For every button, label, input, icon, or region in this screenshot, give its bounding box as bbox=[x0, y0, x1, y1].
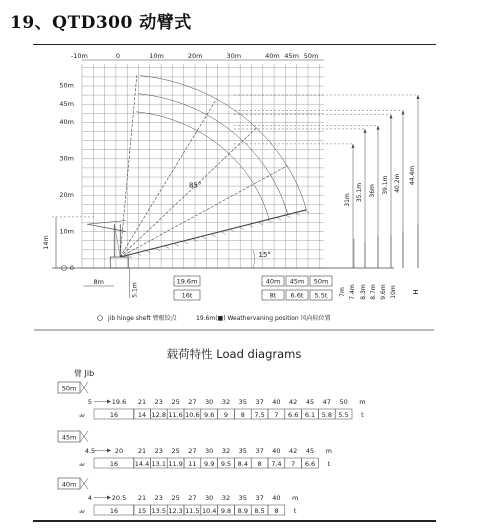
legend-hinge-icon bbox=[98, 316, 103, 321]
radius-value: 37 bbox=[255, 494, 264, 502]
radius-box-label: 50m bbox=[313, 277, 329, 286]
height-label: 40m bbox=[59, 118, 74, 126]
radius-box-label: 19.6m bbox=[176, 277, 198, 286]
radius-value: 47 bbox=[322, 398, 331, 406]
hook-dim-arrow bbox=[377, 126, 380, 130]
radius-value: 27 bbox=[188, 447, 197, 455]
load-value: 8.4 bbox=[237, 460, 248, 468]
radius-value: 25 bbox=[171, 494, 180, 502]
load-value: 8.9 bbox=[237, 507, 248, 515]
hook-dim-arrow bbox=[402, 110, 405, 114]
jib-lattice bbox=[221, 232, 226, 235]
hook-icon: ሀሀ bbox=[79, 462, 85, 468]
page-title: 19、QTD300 动臂式 bbox=[10, 13, 192, 33]
load-value: 9.9 bbox=[204, 460, 215, 468]
jib-tag-label: 40m bbox=[61, 480, 77, 489]
hinge-offset-label: 8m bbox=[93, 278, 104, 286]
load-box-label: 16t bbox=[181, 291, 193, 300]
hook-height-label: 35.1m bbox=[356, 182, 363, 203]
radius-value: 40 bbox=[272, 494, 281, 502]
jib-lattice bbox=[202, 236, 207, 239]
hook-dim-arrow bbox=[352, 144, 355, 148]
range-label: 30m bbox=[226, 52, 242, 60]
radius-value: 32 bbox=[221, 494, 231, 502]
load-value: 6.6 bbox=[288, 411, 299, 419]
height-label: 30m bbox=[59, 154, 74, 163]
load-value: 14 bbox=[137, 411, 147, 419]
hook-height-label: 40.2m bbox=[394, 173, 401, 193]
hook-dim-arrow bbox=[417, 95, 420, 99]
unit-t: t bbox=[327, 460, 331, 468]
load-value: 7.4 bbox=[271, 460, 282, 468]
unit-m: m bbox=[359, 398, 366, 406]
hook-icon: ሀሀ bbox=[79, 509, 85, 515]
jib-length-label: 9.6m bbox=[380, 284, 387, 300]
load-value: 9.5 bbox=[220, 460, 232, 468]
hook-height-label: 31m bbox=[344, 193, 351, 207]
load-value: 5.8 bbox=[321, 411, 332, 419]
radius-start: 4 bbox=[87, 494, 93, 502]
load-value: 8 bbox=[257, 460, 262, 468]
load-value: 7 bbox=[274, 411, 279, 419]
jib-lattice bbox=[249, 224, 254, 227]
radius-value: 35 bbox=[238, 398, 247, 406]
radius-value: 50 bbox=[339, 398, 348, 406]
range-label: 20m bbox=[187, 52, 203, 60]
radius-value: 23 bbox=[154, 447, 163, 455]
radius-value: 23 bbox=[154, 494, 163, 502]
angle-label-85: 85° bbox=[188, 181, 202, 190]
radius-box-label: 40m bbox=[265, 277, 281, 286]
range-label: 50m bbox=[303, 52, 319, 60]
load-box-label: 5.5t bbox=[314, 291, 328, 300]
jib-lattice bbox=[137, 253, 142, 256]
radius-value: 35 bbox=[238, 447, 247, 455]
load-value: 11.5 bbox=[185, 507, 200, 515]
load-value: 9 bbox=[223, 411, 229, 419]
height-label: 45m bbox=[59, 99, 74, 108]
range-label: 45m bbox=[284, 52, 300, 60]
load-box-label: 6.6t bbox=[290, 291, 304, 300]
load-value: 9.6 bbox=[204, 411, 215, 419]
load-value: 10.6 bbox=[185, 411, 200, 419]
jib-tip-arc bbox=[140, 76, 306, 210]
jib-lattice bbox=[286, 215, 291, 218]
range-label: 0 bbox=[115, 52, 121, 60]
unit-t: t bbox=[293, 507, 297, 515]
angle-label-15: 15° bbox=[258, 251, 271, 260]
height-label: 50m bbox=[59, 81, 74, 90]
load-value: 8.5 bbox=[254, 507, 265, 515]
jib-tag-label: 45m bbox=[61, 433, 77, 442]
jib-line bbox=[120, 99, 217, 257]
load-first: 16 bbox=[109, 507, 119, 515]
radius-arrow-value: 20 bbox=[114, 447, 124, 455]
radius-value: 45 bbox=[305, 447, 315, 455]
hook-height-label: 39.1m bbox=[382, 175, 389, 195]
load-value: 10.4 bbox=[201, 507, 217, 515]
radius-value: 30 bbox=[205, 398, 214, 406]
jib-line bbox=[120, 166, 287, 260]
hook-height-label: 44.4m bbox=[409, 165, 416, 186]
radius-value: 21 bbox=[137, 447, 147, 455]
load-value: 6.6 bbox=[304, 460, 316, 468]
radius-value: 35 bbox=[238, 494, 247, 502]
radius-value: 32 bbox=[221, 398, 231, 406]
radius-value: 40 bbox=[272, 447, 281, 455]
load-value: 12.8 bbox=[151, 411, 167, 419]
load-value: 15 bbox=[137, 507, 147, 515]
unit-m: m bbox=[325, 447, 332, 455]
radius-value: 42 bbox=[289, 447, 298, 455]
jib-length-label: 10m bbox=[390, 285, 397, 299]
jib-line bbox=[120, 75, 137, 257]
legend-vane: 19.6m(■) Weathervaning position 风向标位置 bbox=[196, 315, 331, 322]
radius-value: 45 bbox=[305, 398, 315, 406]
jib-lattice bbox=[295, 213, 300, 216]
jib-tip-arc bbox=[138, 94, 288, 215]
load-value: 11 bbox=[188, 460, 197, 468]
jib-tip-arc bbox=[136, 112, 269, 220]
radius-value: 32 bbox=[221, 447, 231, 455]
radius-value: 37 bbox=[255, 398, 264, 406]
jib-lattice bbox=[305, 210, 310, 213]
bottom-rule bbox=[33, 520, 436, 522]
radius-value: 30 bbox=[205, 447, 214, 455]
jib-lattice bbox=[277, 217, 282, 220]
left-height-label: 14m bbox=[42, 235, 50, 250]
load-value: 7 bbox=[291, 460, 296, 468]
hinge-height-label: 5.1m bbox=[131, 282, 139, 298]
range-label: 10m bbox=[149, 52, 164, 60]
jib-label: 臂 Jib bbox=[74, 369, 95, 378]
height-label: 20m bbox=[59, 191, 74, 199]
radius-value: 42 bbox=[289, 398, 298, 406]
range-label: 40m bbox=[265, 52, 280, 60]
load-value: 9.8 bbox=[220, 507, 232, 515]
radius-start: 4.5 bbox=[84, 447, 96, 455]
radius-value: 23 bbox=[154, 398, 163, 406]
load-box-label: 8t bbox=[269, 291, 277, 300]
hook-dim-arrow bbox=[390, 114, 393, 118]
radius-value: 40 bbox=[272, 398, 281, 406]
jib-lattice bbox=[146, 250, 151, 253]
load-first: 16 bbox=[109, 460, 119, 468]
load-value: 8 bbox=[240, 411, 245, 419]
radius-value: 27 bbox=[188, 494, 197, 502]
radius-start: 5 bbox=[87, 398, 93, 406]
load-value: 14.4 bbox=[134, 460, 150, 468]
jib-length-label: 8.7m bbox=[370, 284, 377, 300]
radius-arrow-head bbox=[107, 496, 111, 500]
load-value: 5.5 bbox=[338, 411, 349, 419]
hook-icon: ሀሀ bbox=[79, 413, 85, 419]
height-label: 10m bbox=[59, 227, 74, 236]
hook-dim-arrow bbox=[364, 129, 367, 133]
unit-t: t bbox=[361, 411, 364, 419]
radius-value: 21 bbox=[137, 398, 147, 406]
radius-value: 30 bbox=[205, 494, 214, 502]
radius-value: 25 bbox=[171, 447, 180, 455]
jib-length-label: 7.4m bbox=[349, 284, 356, 300]
radius-value: 21 bbox=[137, 494, 147, 502]
load-value: 8 bbox=[274, 507, 279, 515]
load-value: 12.3 bbox=[168, 507, 183, 515]
load-value: 11.9 bbox=[168, 460, 183, 468]
jib-length-label: 7m bbox=[339, 287, 346, 297]
load-value: 13.1 bbox=[151, 460, 167, 468]
top-rule bbox=[33, 44, 436, 45]
range-label: -10m bbox=[70, 52, 88, 60]
jib-tag-label: 50m bbox=[61, 384, 77, 393]
jib-lattice bbox=[267, 220, 272, 223]
radius-arrow-value: 20.5 bbox=[111, 494, 127, 502]
load-diagram-title: 载荷特性 Load diagrams bbox=[166, 347, 302, 361]
jib-lattice bbox=[165, 246, 170, 249]
crane-base bbox=[110, 257, 128, 268]
jib-lattice bbox=[174, 243, 179, 246]
jib-line bbox=[120, 128, 256, 257]
h-label: H bbox=[412, 289, 420, 295]
radius-arrow-head bbox=[107, 400, 111, 404]
jib-lattice bbox=[155, 248, 160, 251]
height-label: 0 bbox=[69, 264, 74, 272]
radius-value: 27 bbox=[188, 398, 197, 406]
legend-hinge: jib hinge sheft 臂根铰点 bbox=[108, 315, 177, 322]
jib-lattice bbox=[183, 241, 188, 244]
radius-value: 37 bbox=[255, 447, 264, 455]
hook-height-label: 36m bbox=[369, 184, 376, 198]
radius-arrow-value: 19.6 bbox=[111, 398, 127, 406]
load-first: 16 bbox=[109, 411, 119, 419]
load-value: 6.1 bbox=[304, 411, 316, 419]
radius-box-label: 45m bbox=[289, 277, 305, 286]
load-value: 7.5 bbox=[254, 411, 265, 419]
load-value: 13.5 bbox=[151, 507, 167, 515]
radius-arrow-head bbox=[107, 449, 111, 453]
radius-value: 25 bbox=[171, 398, 180, 406]
jib-lattice bbox=[211, 234, 216, 237]
crane-diagram bbox=[34, 46, 434, 520]
jib-length-label: 8.3m bbox=[360, 284, 367, 300]
unit-m: m bbox=[292, 494, 299, 502]
load-value: 11.6 bbox=[168, 411, 183, 419]
